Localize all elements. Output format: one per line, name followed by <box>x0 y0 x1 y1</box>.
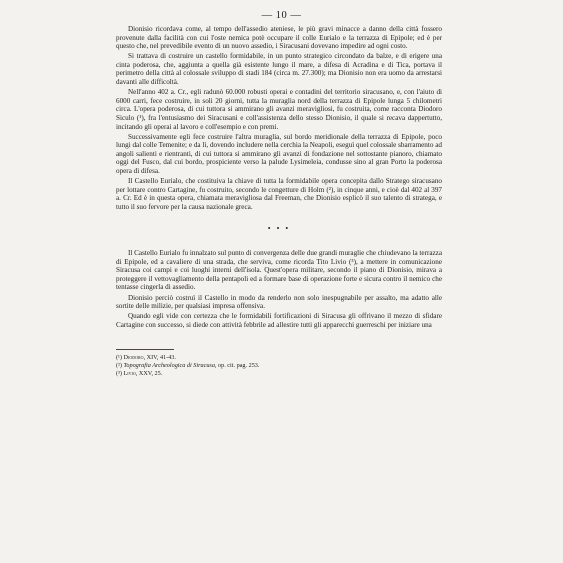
paragraph: Dionisio ricordava come, al tempo dell'assedio ateniese, le più gravi minacce a danno della città fossero provenute dalla facilità con cui l'oste nemica potè occupare il colle Eurialo e la terrazza di Epipole; ed è per questo che, nel prevedibile evento di un nuovo assedio, i Siracusani dovevano impedire ad ogni costo. <box>116 25 442 51</box>
footnote <box>116 362 442 370</box>
footnote <box>116 354 442 362</box>
paragraph: Successivamente egli fece costruire l'altra muraglia, sul bordo meridionale della terrazza di Epipole, poco lungi dal colle Temenite; e da lì, dovendo includere nella cerchia la Neapoli, eseguì quel colossale sbarramento ad angoli salienti e rientranti, di cui tuttora si ammirano gli avanzi di fondazione nel sottostante pianoro, chiamato oggi del Fusco, dal cui bordo, prospiciente verso la palude Lysimeleia, condusse sino al gran Porto la poderosa opera di difesa. <box>116 132 442 175</box>
footnote <box>116 370 442 378</box>
section-separator: • • • <box>267 224 291 234</box>
page-number: — 10 — <box>261 10 302 21</box>
footnote-text: , op. cit. pag. 253. <box>214 362 260 369</box>
footnote-text: , XIV, 41-43. <box>143 354 176 362</box>
footnote-mark: (²) <box>116 362 122 369</box>
paragraph: Dionisio perciò costruì il Castello in modo da renderlo non solo inespugnabile per assalto, ma adatto alle sortite delle milizie, per qualsiasi impresa offensiva. <box>116 293 442 311</box>
paragraph: Il Castello Eurialo fu innalzato sul punto di convergenza delle due grandi muraglie che chiudevano la terrazza di Epipole, ed a cavaliere di una strada, che serviva, come ricorda Tito Livio (³), a mettere in comunicazione Siracusa coi campi e coi luoghi interni dell'isola. Quest'opera militare, secondo il piano di Dionisio, mirava a proteggere il vettovagliamento della pentapoli ed a formare base di operazione forte e sicura contro il nemico che tentasse cingerla di assedio. <box>116 249 442 292</box>
paragraph: Il Castello Eurialo, che costituiva la chiave di tutta la formidabile opera concepita dallo Stratego siracusano per lottare contro Cartagine, fu costruito, secondo le congetture di Holm (²), in cinque anni, e cioè dal 402 al 397 a. Cr. Ed è in questa opera, chiamata meravigliosa dal Freeman, che Dionisio esplicò il suo talento di stratega, e tutto il suo fervore per la causa nazionale greca. <box>116 177 442 211</box>
paragraph: Nell'anno 402 a. Cr., egli radunò 60.000 robusti operai e contadini del territorio siracusano, e, con l'aiuto di 6000 carri, fece costruire, in soli 20 giorni, tutta la muraglia nord della terrazza di Epipole lunga 5 chilometri circa. L'opera poderosa, di cui tuttora si ammirano gli avanzi meravigliosi, fu costruita, come racconta Diodoro Siculo (¹), fra l'entusiasmo dei Siracusani e coll'assistenza dello stesso Dionisio, il quale si recava dappertutto, incitando gli operai al lavoro e coll'esempio e con premi. <box>116 88 442 131</box>
paragraph: Quando egli vide con certezza che le formidabili fortificazioni di Siracusa gli offrivano il mezzo di sfidare Cartagine con successo, si diede con attività febbrile ad allestire tutti gli apparecchi guerreschi per iniziare una <box>116 312 442 329</box>
footnote-rule <box>116 349 174 350</box>
footnote-mark: (¹) <box>116 354 122 362</box>
footnote-title: Topografia Archeologica di Siracusa <box>123 362 215 369</box>
paragraph: Si trattava di costruire un castello formidabile, in un punto strategico circondato da balze, e di erigere una cinta poderosa, che, aggiunta a quella già esistente lungo il mare, a difesa di Acradina e di Tica, portava il perimetro della città al colossale sviluppo di stadi 184 (circa m. 27.300); ma Dionisio non era uomo da arrestarsi davanti alle difficoltà. <box>116 52 442 87</box>
footnote-author: Diodoro <box>123 354 144 362</box>
footnote-mark: (³) <box>116 369 122 377</box>
footnote-author: Livio <box>123 369 136 377</box>
footnote-text: , XXV, 25. <box>135 369 163 377</box>
page-body <box>116 25 442 377</box>
